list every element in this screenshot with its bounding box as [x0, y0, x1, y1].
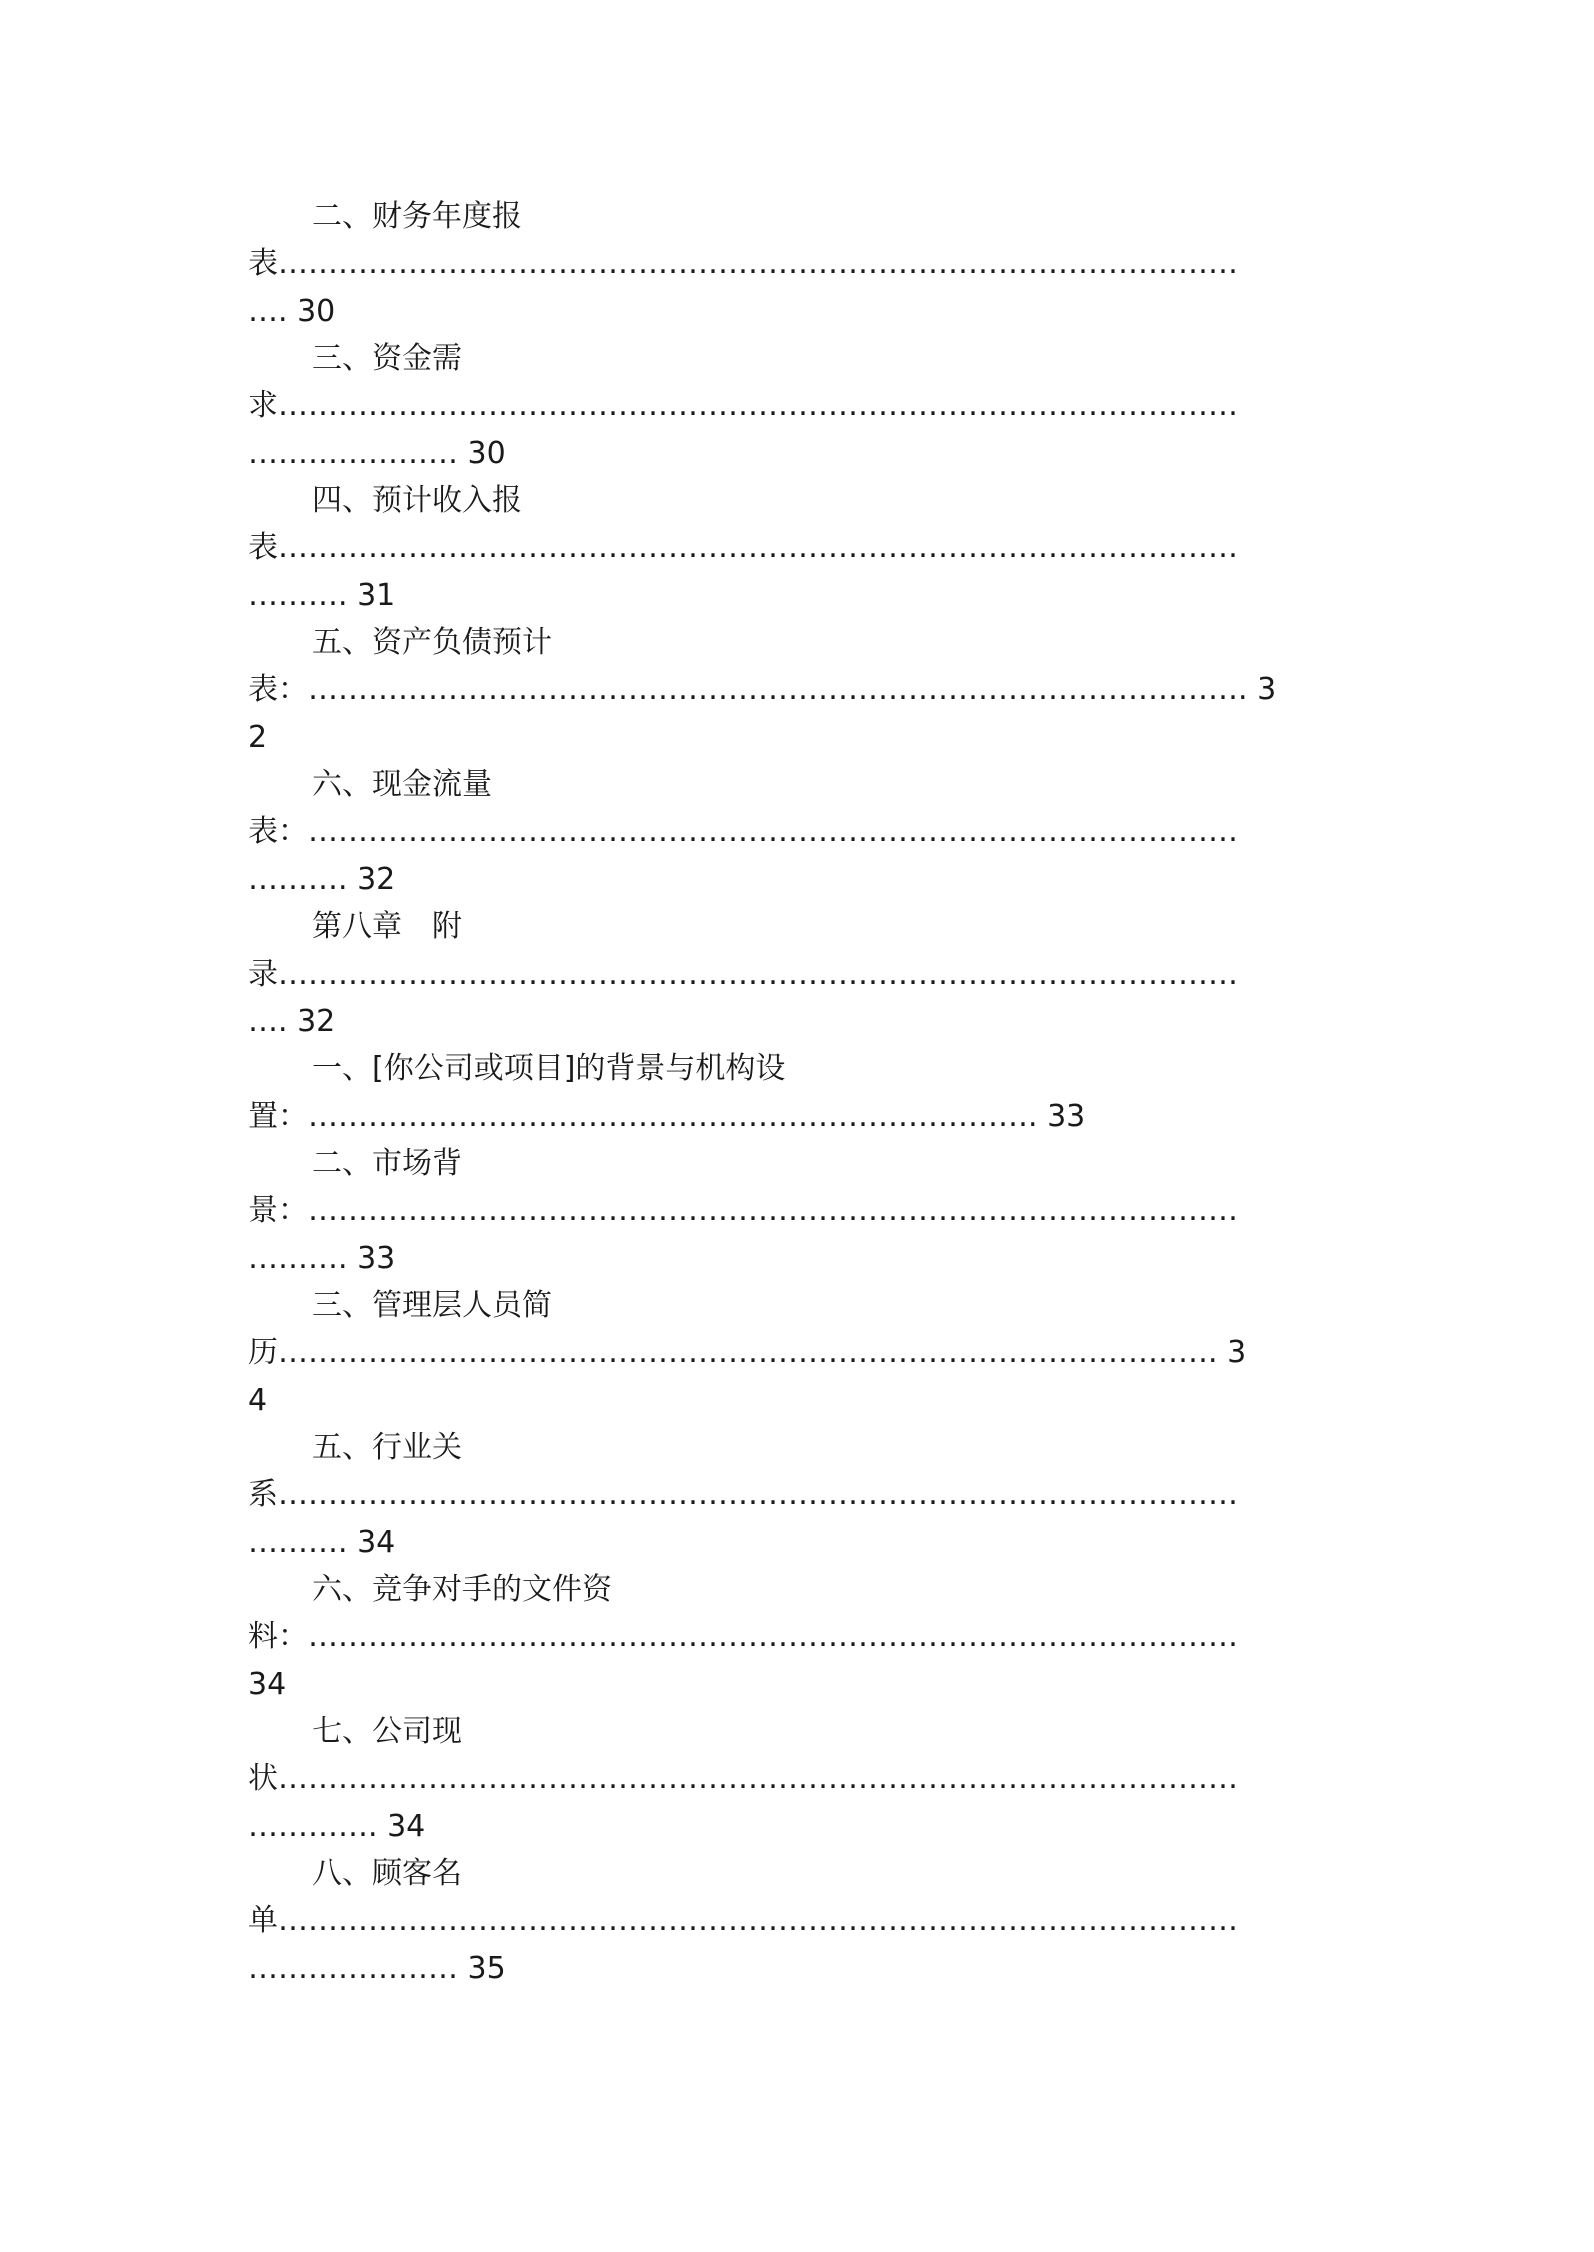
toc-entry-title: 五、行业关	[312, 1429, 462, 1465]
toc-entry-leader-line: ………. 33	[248, 1240, 396, 1276]
toc-entry-title: 六、现金流量	[312, 767, 492, 803]
toc-entry-title: 二、财务年度报	[312, 199, 522, 234]
toc-entry-leader-line: 表：…………………………………………………………………………………. 3	[248, 672, 1277, 708]
toc-entry-leader-line: 表……………………………………………………………………………………	[248, 246, 1238, 282]
toc-entry-title: 二、市场背	[312, 1145, 462, 1181]
toc-entry-leader-line: 历…………………………………………………………………………………. 3	[248, 1335, 1247, 1371]
toc-entry-leader-line: 表：…………………………………………………………………………………	[248, 814, 1238, 850]
toc-entry-leader-line: 状……………………………………………………………………………………	[248, 1761, 1238, 1797]
toc-entry-leader-line: …………. 34	[248, 1808, 426, 1844]
toc-entry-leader-line: 景：…………………………………………………………………………………	[248, 1193, 1238, 1229]
toc-entry-leader-line: 录……………………………………………………………………………………	[248, 956, 1238, 992]
toc-entry-title: 八、顾客名	[312, 1856, 462, 1892]
toc-entry-leader-line: 系……………………………………………………………………………………	[248, 1477, 1238, 1513]
toc-entry-title: 一、[你公司或项目]的背景与机构设	[312, 1051, 786, 1087]
toc-entry-leader-line: 4	[248, 1382, 268, 1418]
toc-entry-leader-line: 置：………………………………………………………………. 33	[248, 1098, 1086, 1134]
table-of-contents	[248, 193, 1363, 1992]
toc-entry-leader-line: ………. 32	[248, 861, 396, 897]
toc-entry-title: 六、竞争对手的文件资	[312, 1571, 612, 1607]
toc-entry-leader-line: …. 30	[248, 293, 336, 329]
toc-entry-title: 五、资产负债预计	[312, 625, 552, 661]
toc-entry-title: 四、预计收入报	[312, 483, 522, 519]
toc-entry-leader-line: …. 32	[248, 1003, 336, 1039]
toc-entry-leader-line: 料：…………………………………………………………………………………	[248, 1619, 1238, 1655]
toc-entry-leader-line: ………. 31	[248, 577, 396, 613]
toc-entry-leader-line: 2	[248, 719, 268, 755]
toc-entry-leader-line: ………………… 35	[248, 1950, 506, 1986]
toc-entry-title: 第八章 附	[312, 909, 462, 945]
toc-entry-leader-line: ………………… 30	[248, 435, 506, 471]
toc-entry-leader-line: 34	[248, 1666, 287, 1702]
toc-entry-title: 七、公司现	[312, 1714, 462, 1749]
toc-entry-title: 三、管理层人员简	[312, 1287, 552, 1323]
toc-entry-leader-line: 求……………………………………………………………………………………	[248, 388, 1238, 424]
toc-entry-leader-line: ………. 34	[248, 1524, 396, 1560]
toc-entry-title: 三、资金需	[312, 341, 462, 377]
toc-entry-leader-line: 单……………………………………………………………………………………	[248, 1903, 1238, 1939]
toc-entry-leader-line: 表……………………………………………………………………………………	[248, 530, 1238, 566]
